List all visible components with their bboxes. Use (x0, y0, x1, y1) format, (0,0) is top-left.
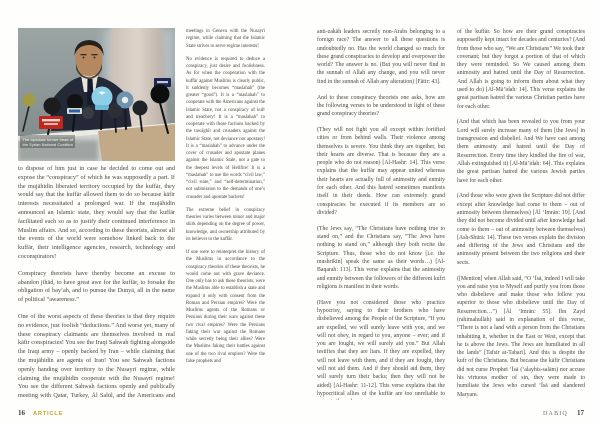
body-paragraph: meetings in Geneva with the Nusayrī regime, while claiming that the Islamic State strives to serve regime interests! (186, 29, 265, 49)
body-paragraph: anti-zakāh leaders secretly non-Arabs belonging to a foreign race? The answer to all these questions is undoubtedly no. Has the world changed so much for these grand conspiracies to develop and overpower the world? The answer is no. (But you will never find in the sunnah of Allah any change, and you will never find in the sunnah of Allah any alteration) [Fātir: 43]. (317, 29, 445, 85)
right-page-column-1 (317, 28, 445, 400)
photo-caption-line2: the Syrian National Coalition (22, 141, 73, 147)
body-paragraph: (They will not fight you all except within fortified cities or from behind walls. Their violence among themselves is severe. You think they are together, but their hearts are diverse. That is because they are a people who do not reason) [Al-Hashr: 14]. This verse explains that the kuffār may appear united whereas their hearts are actually full of animosity and enmity for each other. And this hatred sometimes manifests itself in their deeds. How can extremely grand conspiracies be executed if its members are so divided? (317, 126, 445, 216)
mic-black-left (44, 98, 61, 115)
page-number-right: 17 (577, 409, 584, 417)
photo-caption (20, 135, 75, 148)
photo-caption-line1: The apostate former head of (22, 136, 73, 142)
mic-dark-2 (133, 101, 148, 116)
body-paragraph: (The Jews say, “The Christians have nothing true to stand on,” and the Christians say, “The Jews have nothing to stand on,” although they both recite the Scripture. Thus, those who do not know [i.e. the mushrikīn] speak the same as their words…) [Al-Baqarah: 113]. This verse explains that the animosity and enmity between the followers of the different kufrī religions is manifest in their words. (317, 225, 445, 290)
body-paragraph: to dispose of him just in case he decided to come out and expose the “conspiracy” of which he was supposedly a part. If the mujāhidīn liberated territory occupied by the kuffār, they would say that the kuffār allowed them to do so because kāfir interests necessitated a prolonged war. If the mujāhidīn announced an Islamic state, they would say that the kuffār facilitated such so as to justify their continued interference in Muslim affairs. And so, according to these theorists, almost all the events of the world were somehow linked back to the kuffār, their intelligence agencies, research, technology and coconspirators! (18, 165, 175, 260)
right-page-column-2 (457, 28, 585, 400)
body-paragraph: Conspiracy theorists have thereby become an excuse to abandon jihād, to have great awe for the kuffār, to forsake the obligation of bay’ah, and to pursue the Dunyā, all in the name of political “awareness.” (18, 269, 175, 304)
body-paragraph: No evidence is required to deduce a conspiracy, just desire and foolishness. As for when the cooperation with the kuffār against Muslims is clearly public, it suddenly becomes “maslahah” (the greater “good”). It is a “maslahah” to cooperate with the Americans against the Islamic State, not a conspiracy of kufr and treachery! It is a “maslahah” to cooperate with those factions backed by the tawāghīt and crusaders against the Islamic State, not deviance nor apostasy! It is a “maslahah” to advance under the cover of crusader and apostate planes against the Islamic State, not a gate to the deepest levels of Hellfire! It is a “maslahah” to use the words “civil law,” “civil state,” and “self-determination,” not submission to the demands of one’s crusader and apostate backers! (186, 56, 265, 200)
mic-flag-red (39, 116, 63, 129)
mic-black-right (151, 85, 170, 104)
body-paragraph: (Have you not considered those who practice hypocrisy, saying to their brothers who have disbelieved among the People of the Scripture, “If you are expelled, we will surely leave with you, and we will not obey, in regard to you, anyone – ever; and if you are fought, we will surely aid you.” But Allah testifies that they are liars. If they are expelled, they will not leave with them, and if they are fought, they will not aid them. And if they should aid them, they will surely turn their backs; then they will not be aided) [Al-Hashr: 11-12]. This verse explains that the hypocritical allies of the kuffār are too unreliable to (317, 299, 445, 397)
body-paragraph: If one were to reinterpret the history of the Muslims in accordance to the conspiracy theories of these theorists, he would come out with grave deviance. One only has to ask these theorists, were the Muslims able to establish a state and expand it only with consent from the Roman and Persian empires? Were the Muslims agents of the Romans or Persians during their wars against these two rival empires? Were the Persians faking their war against the Romans while secretly being their allies? Were the Muslims faking their battles against one of the two rival empires? Were the false prophets and (186, 250, 265, 364)
right-page-footer (543, 402, 584, 420)
page-number-left: 16 (18, 409, 25, 417)
body-paragraph: (And that which has been revealed to you from your Lord will surely increase many of them [the Jews] in transgression and disbelief. And We have cast among them animosity and hatred until the Day of Resurrection. Every time they kindled the fire of war, Allah extinguished it) [Al-Mā’idah: 64]. This explains the great partisan hatred the various Jewish parties have for each other. (457, 119, 585, 184)
left-page-side-column (186, 28, 265, 400)
left-page-footer (18, 402, 63, 420)
magazine-brand: DABIQ (543, 411, 568, 417)
mic-dark-1 (108, 104, 122, 118)
mic-black-label (67, 94, 83, 110)
body-paragraph: And to these conspiracy theorists one asks, how are the following verses to be understood in light of these grand conspiracy theories? (317, 94, 445, 118)
body-paragraph: One of the worst aspects of these theories is that they require no evidence, just foolish “deductions.” And worse yet, many of these conspiracy claimants are themselves involved in real kāfir conspiracies! You see the Iraqi Sahwah fighting alongside the Iraqi army – openly backed by Iran – while claiming that the mujāhidīn are agents of Iran! You see Sahwah factions openly handing over territory to the Nusayrī regime, while claiming the mujāhidīn cooperate with the Nusayrī regime! You see the different Sahwah factions openly and publically meeting with Qatar, Turkey, Āl Salūl, and the Americans and (18, 312, 175, 400)
body-paragraph: of the kuffār. So how are their grand conspiracies supposedly kept intact for decades and centuries? (And from those who say, “We are Christians” We took their covenant; but they forgot a portion of that of which they were reminded. So We caused among them animosity and hatred until the Day of Resurrection. And Allah is going to inform them about what they used to do) [Al-Mā’idah: 14]. This verse explains the great partisan hatred the various Christian parties have for each other. (457, 29, 585, 110)
mic-cyan (92, 87, 113, 108)
mic-olive (23, 94, 36, 107)
body-paragraph: The extreme belief in conspiracy theories varies between minor and major shirk depending on the degree of power, knowledge, and ownership attributed by its believer to the kuffār. (186, 207, 265, 242)
body-paragraph: (And those who were given the Scripture did not differ except after knowledge had come to them – out of animosity between themselves) [Āl ‘Imrān: 19]. [And they did not become divided until after knowledge had come to them – out of animosity between themselves) [Ash-Shūrā: 14]. These two verses explain the division and differing of the Jews and Christians and the animosity present between the two religions and their sects. (457, 193, 585, 266)
section-label: ARTICLE (33, 411, 64, 417)
body-paragraph: ([Mention] when Allah said, “O ‘Īsā, indeed I will take you and raise you to Myself and purify you from those who disbelieve and make those who follow you superior to those who disbelieve until the Day of Resurrection…”) [Āl ‘Imrān: 55]. Ibn Zayd (rahimahullāh) said in explanation of this verse, “There is not a land with a person from the Christians inhabiting it, whether in the East or West, except that he is above the Jews. The Jews are humiliated in all the lands” [Tafsīr at-Tabarī]. And this is despite the kufr of the Christians. But because the kāfir Christians did not curse Prophet ‘Īsā (‘alayhis-salām) nor accuse his virtuous mother of sin, they were made to humiliate the Jews who cursed ‘Īsā and slandered Maryam. (457, 275, 585, 398)
press-conference-photo (18, 28, 175, 161)
mic-dark-3 (82, 107, 94, 119)
left-page-main-column (18, 165, 175, 401)
